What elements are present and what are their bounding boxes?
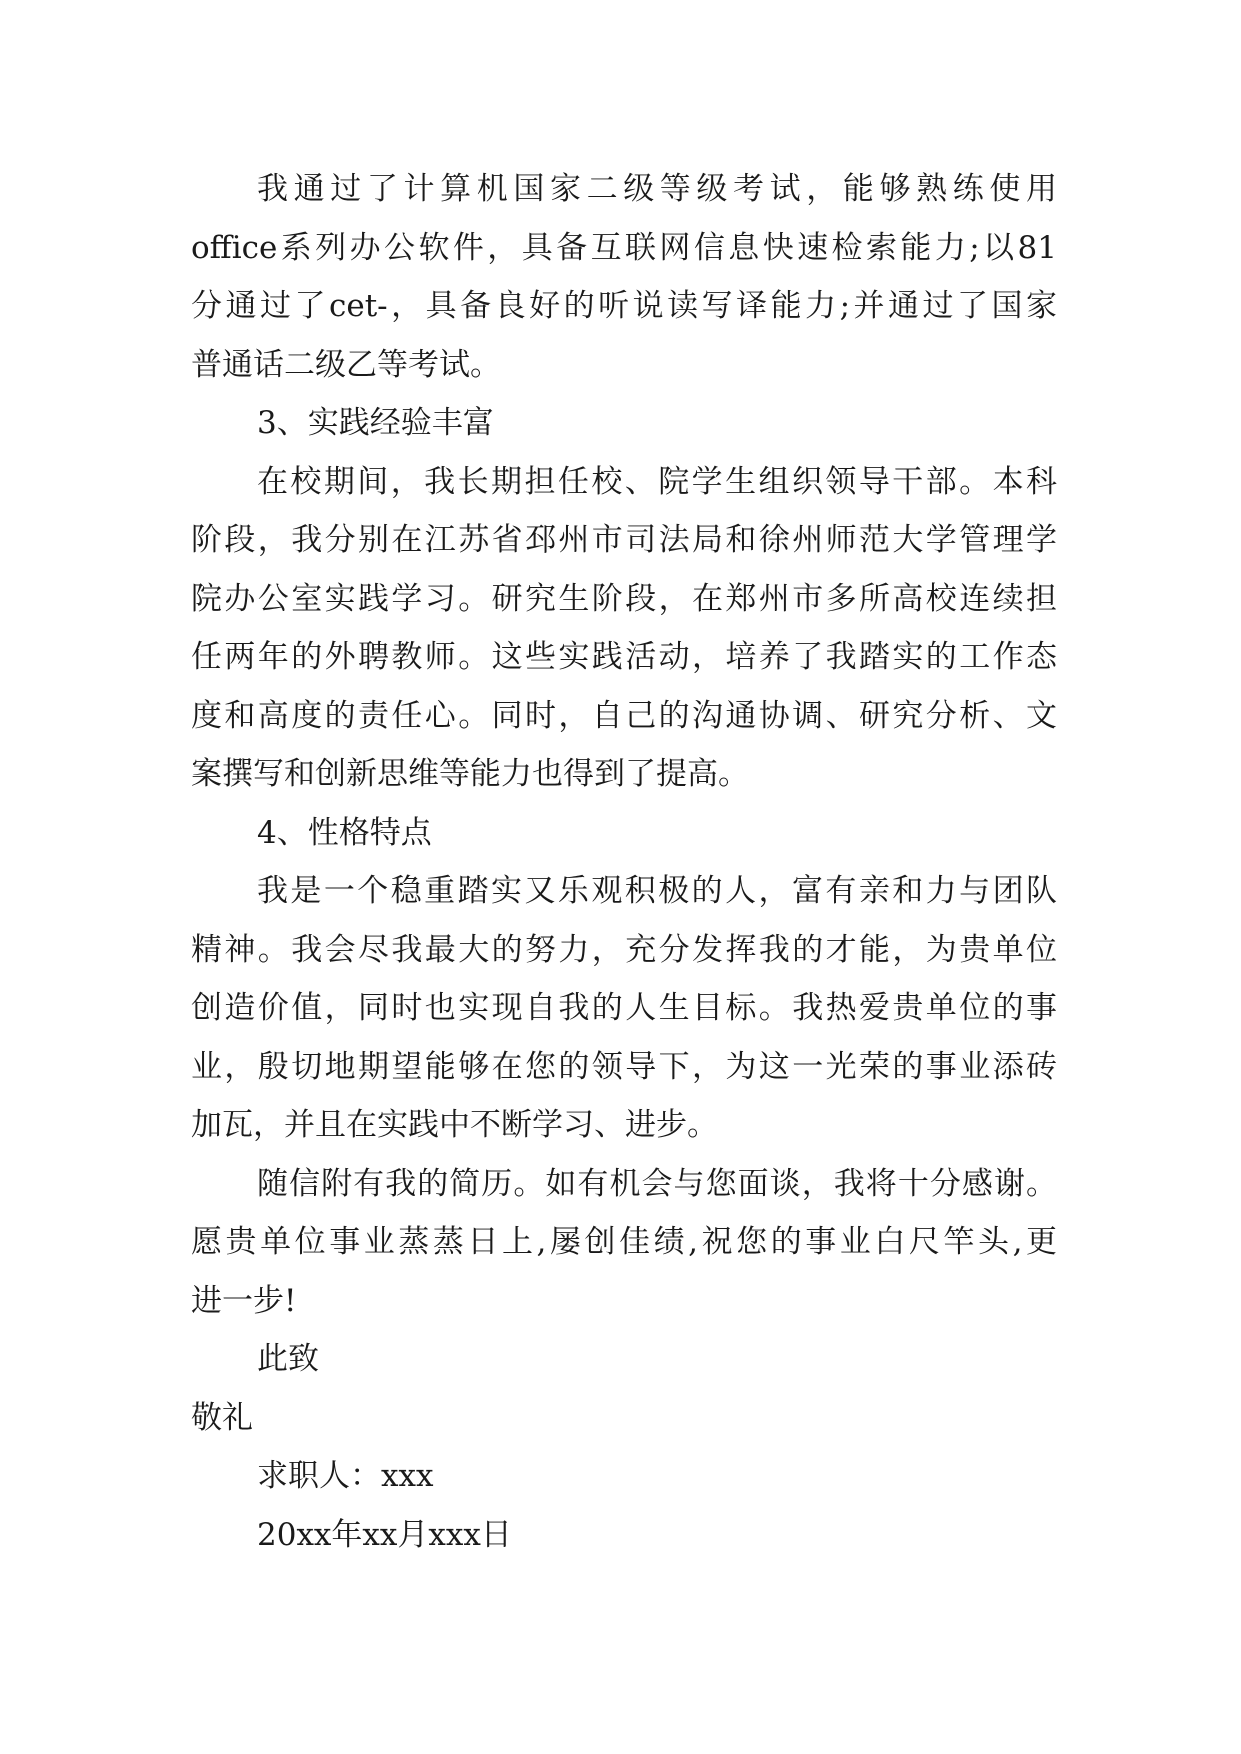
paragraph-line: 愿贵单位事业蒸蒸日上,屡创佳绩,祝您的事业白尺竿头,更: [191, 1224, 1057, 1260]
paragraph-line: 创造价值，同时也实现自我的人生目标。我热爱贵单位的事: [191, 990, 1057, 1026]
paragraph-line: 随信附有我的简历。如有机会与您面谈，我将十分感谢。: [257, 1165, 1057, 1202]
paragraph-line: 任两年的外聘教师。这些实践活动，培养了我踏实的工作态: [191, 639, 1057, 675]
paragraph-line: 精神。我会尽我最大的努力，充分发挥我的才能，为贵单位: [191, 931, 1057, 968]
paragraph-line: 业，殷切地期望能够在您的领导下，为这一光荣的事业添砖: [191, 1048, 1057, 1085]
paragraph-line: 加瓦，并且在实践中不断学习、进步。: [191, 1107, 718, 1143]
paragraph-line: 度和高度的责任心。同时，自己的沟通协调、研究分析、文: [191, 697, 1057, 734]
section-heading: 4、性格特点: [257, 814, 432, 851]
paragraph-line: 普通话二级乙等考试。: [191, 346, 501, 383]
letter-date: 20xx年xx月xxx日: [257, 1516, 512, 1553]
closing-regards: 敬礼: [191, 1399, 253, 1436]
closing-salutation: 此致: [257, 1341, 319, 1377]
paragraph-line: 在校期间，我长期担任校、院学生组织领导干部。本科: [257, 463, 1057, 500]
paragraph-line: 我是一个稳重踏实又乐观积极的人，富有亲和力与团队: [257, 873, 1057, 909]
applicant-signature: 求职人：xxx: [257, 1458, 434, 1494]
section-heading: 3、实践经验丰富: [257, 405, 494, 441]
paragraph-line: 院办公室实践学习。研究生阶段，在郑州市多所高校连续担: [191, 580, 1057, 617]
paragraph-line: office系列办公软件，具备互联网信息快速检索能力;以81: [191, 229, 1057, 266]
paragraph-line: 案撰写和创新思维等能力也得到了提高。: [191, 756, 749, 792]
document-body: [191, 160, 1057, 1564]
paragraph-line: 分通过了cet-，具备良好的听说读写译能力;并通过了国家: [191, 288, 1057, 324]
paragraph-line: 我通过了计算机国家二级等级考试，能够熟练使用: [257, 171, 1057, 207]
paragraph-line: 进一步!: [191, 1282, 297, 1319]
paragraph-line: 阶段，我分别在江苏省邳州市司法局和徐州师范大学管理学: [191, 522, 1057, 558]
